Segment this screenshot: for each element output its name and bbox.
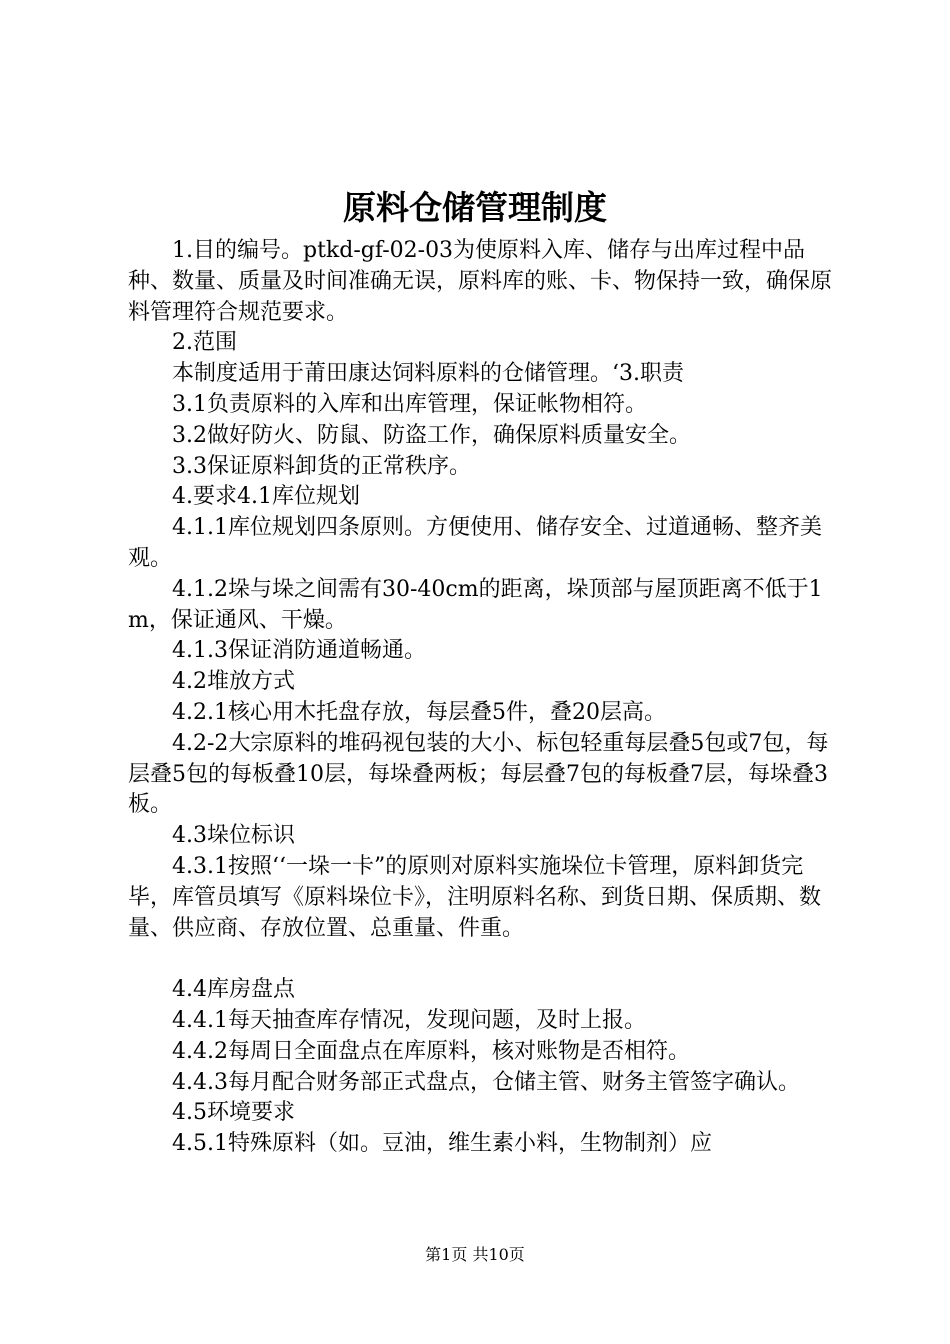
- paragraph-4-1-1: 4.1.1库位规划四条原则。方便使用、储存安全、过道通畅、整齐美观。: [128, 515, 822, 571]
- paragraph-4-2-1: 4.2.1核心用木托盘存放，每层叠5件，叠20层高。: [172, 699, 666, 725]
- paragraph-4-5-1: 4.5.1特殊原料（如。豆油，维生素小料，生物制剂）应: [172, 1131, 712, 1157]
- paragraph-4-4-2: 4.4.2每周日全面盘点在库原料，核对账物是否相符。: [172, 1038, 690, 1064]
- paragraph-stacking-heading: 4.2堆放方式: [172, 669, 295, 695]
- paragraph-4-1-2: 4.1.2垛与垛之间需有30-40cm的距离，垛顶部与屋顶距离不低于1m，保证通风、干燥。: [128, 576, 823, 633]
- document-title: 原料仓储管理制度: [343, 188, 607, 227]
- paragraph-4-3-1: 4.3.1按照‘‘一垛一卡”的原则对原料实施垛位卡管理，原料卸货完毕，库管员填写《原料垛位卡》，注明原料名称、到货日期、保质期、数量、供应商、存放位置、总重量、件重。: [128, 853, 822, 941]
- paragraph-4-1-3: 4.1.3保证消防通道畅通。: [172, 638, 426, 664]
- paragraph-scope-heading: 2.范围: [172, 330, 237, 356]
- paragraph-requirements-heading: 4.要求4.1库位规划: [172, 484, 360, 510]
- paragraph-inventory-heading: 4.4库房盘点: [172, 977, 295, 1003]
- paragraph-4-4-1: 4.4.1每天抽查库存情况，发现问题，及时上报。: [172, 1007, 646, 1033]
- paragraph-environment-heading: 4.5环境要求: [172, 1100, 295, 1126]
- paragraph-purpose: 1.目的编号。ptkd-gf-02-03为使原料入库、储存与出库过程中品种、数量、质量及时间准确无误，原料库的账、卡、物保持一致，确保原料管理符合规范要求。: [128, 238, 833, 325]
- paragraph-4-2-2: 4.2-2大宗原料的堆码视包装的大小、标包轻重每层叠5包或7包，每层叠5包的每板叠10层，每垛叠两板；每层叠7包的每板叠7层，每垛叠3板。: [128, 730, 829, 818]
- paragraph-4-4-3: 4.4.3每月配合财务部正式盘点，仓储主管、财务主管签字确认。: [172, 1069, 800, 1095]
- paragraph-duty-3-2: 3.2做好防火、防鼠、防盗工作，确保原料质量安全。: [172, 422, 691, 448]
- paragraph-duty-3-1: 3.1负责原料的入库和出库管理，保证帐物相符。: [172, 391, 647, 417]
- paragraph-spacer: [128, 944, 840, 975]
- paragraph-duty-3-3: 3.3保证原料卸货的正常秩序。: [172, 453, 471, 479]
- paragraph-scope: 本制度适用于莆田康达饲料原料的仓储管理。‘3.职责: [172, 361, 684, 387]
- paragraph-labeling-heading: 4.3垛位标识: [172, 823, 295, 849]
- document-body: [128, 236, 840, 1160]
- page-footer: 第1页 共10页: [425, 1245, 525, 1264]
